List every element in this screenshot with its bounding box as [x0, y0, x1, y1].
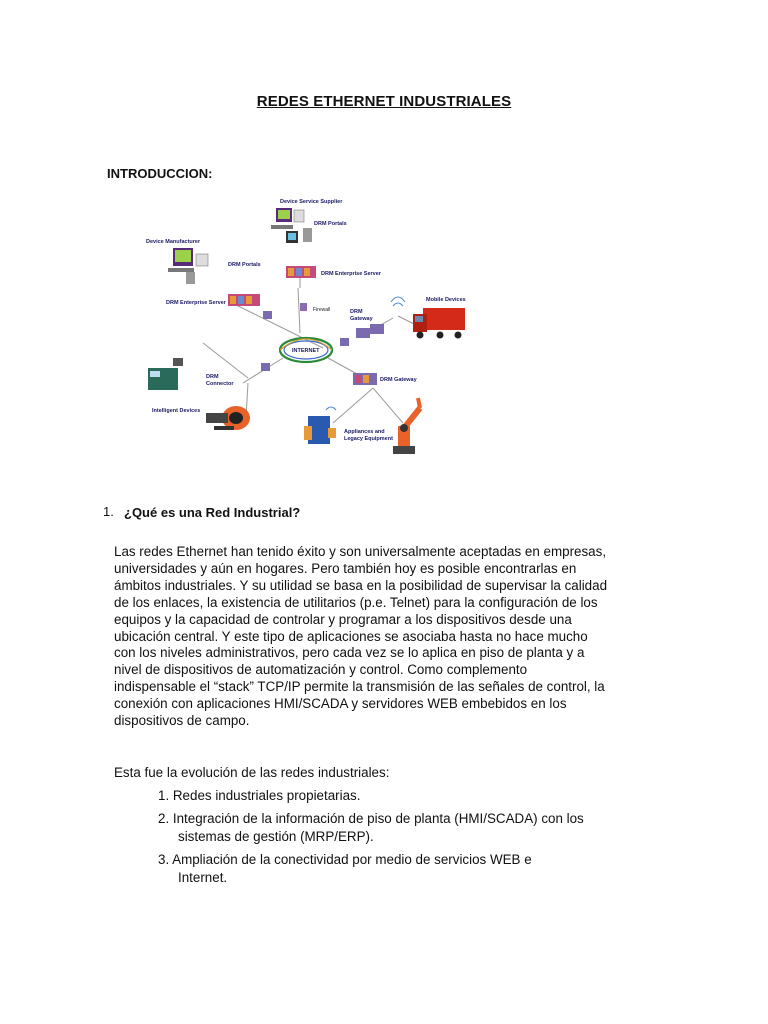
paragraph-line: universidades y aún en hogares. Pero también hoy es posible encontrarlas en	[114, 560, 577, 576]
label-appliances-2: Legacy Equipment	[344, 436, 393, 442]
gateway-right-icon	[353, 373, 377, 385]
paragraph-line: ubicación central. Y este tipo de aplicaciones se asociaba hasta no hace mucho	[114, 628, 588, 644]
evolution-item: 1. Redes industriales propietarias.	[158, 788, 361, 803]
label-appliances-1: Appliances and	[344, 429, 385, 435]
label-gateway-top-2: Gateway	[350, 316, 373, 322]
paragraph-line: con los niveles administrativos, pero cada vez se lo aplica en piso de planta y a	[114, 645, 585, 661]
label-gateway-top-1: DRM	[350, 309, 363, 315]
paragraph-line: indispensable el “stack” TCP/IP permite la transmisión de las señales de control, la	[114, 679, 605, 695]
evolution-intro: Esta fue la evolución de las redes industriales:	[114, 765, 390, 780]
evolution-item: 2. Integración de la información de piso de planta (HMI/SCADA) con los	[158, 811, 584, 826]
label-server-left: DRM Enterprise Server	[166, 300, 226, 306]
label-intelligent: Intelligent Devices	[152, 408, 201, 414]
label-portals-top: DRM Portals	[314, 221, 347, 227]
supplier-workstation	[271, 208, 312, 243]
section-question: ¿Qué es una Red Industrial?	[124, 505, 301, 520]
section-number: 1.	[103, 504, 114, 519]
intro-heading: INTRODUCCION:	[107, 166, 213, 181]
server-top-icon	[286, 266, 316, 278]
paragraph-line: nivel de dispositivos de automatización y control. Como complemento	[114, 662, 528, 678]
document-title: REDES ETHERNET INDUSTRIALES	[256, 93, 512, 110]
label-manufacturer: Device Manufacturer	[146, 239, 201, 245]
label-gateway-right: DRM Gateway	[380, 377, 417, 383]
appliance-icon	[304, 407, 336, 444]
gateway-top-icon	[356, 324, 384, 338]
label-server-top: DRM Enterprise Server	[321, 271, 381, 277]
evolution-item: 3. Ampliación de la conectividad por medio de servicios WEB e	[158, 852, 532, 867]
manufacturer-workstation	[168, 248, 208, 284]
label-supplier: Device Service Supplier	[280, 199, 343, 205]
motor-icon	[206, 406, 250, 430]
label-mobile: Mobile Devices	[426, 297, 466, 303]
section-paragraph	[114, 544, 654, 730]
label-firewall: Firewall	[313, 307, 331, 313]
paragraph-line: equipos y la capacidad de controlar y programar a los dispositivos desde una	[114, 611, 572, 627]
intelligent-device-icon	[148, 358, 183, 390]
paragraph-line: Las redes Ethernet han tenido éxito y son universalmente aceptadas en empresas,	[114, 544, 607, 559]
robot-arm-icon	[393, 398, 420, 454]
label-internet: INTERNET	[292, 348, 320, 354]
network-diagram	[128, 188, 488, 473]
paragraph-line: ámbitos industriales. Y su utilidad se basa en la posibilidad de supervisar la calidad	[114, 577, 608, 593]
label-portals-left: DRM Portals	[228, 262, 261, 268]
evolution-item-continuation: Internet.	[178, 870, 228, 885]
label-connector-1: DRM	[206, 374, 219, 380]
network-diagram-svg	[128, 188, 488, 473]
paragraph-line: dispositivos de campo.	[114, 713, 250, 729]
paragraph-line: conexión con aplicaciones HMI/SCADA y servidores WEB embebidos en los	[114, 696, 567, 712]
paragraph-line: de los enlaces, la existencia de utilitarios (p.e. Telnet) para la configuración de los	[114, 594, 598, 610]
connection-lines	[203, 266, 418, 423]
server-left-icon	[228, 294, 260, 306]
firewall-icon	[300, 303, 307, 311]
label-connector-2: Connector	[206, 381, 234, 387]
evolution-item-continuation: sistemas de gestión (MRP/ERP).	[178, 829, 374, 844]
